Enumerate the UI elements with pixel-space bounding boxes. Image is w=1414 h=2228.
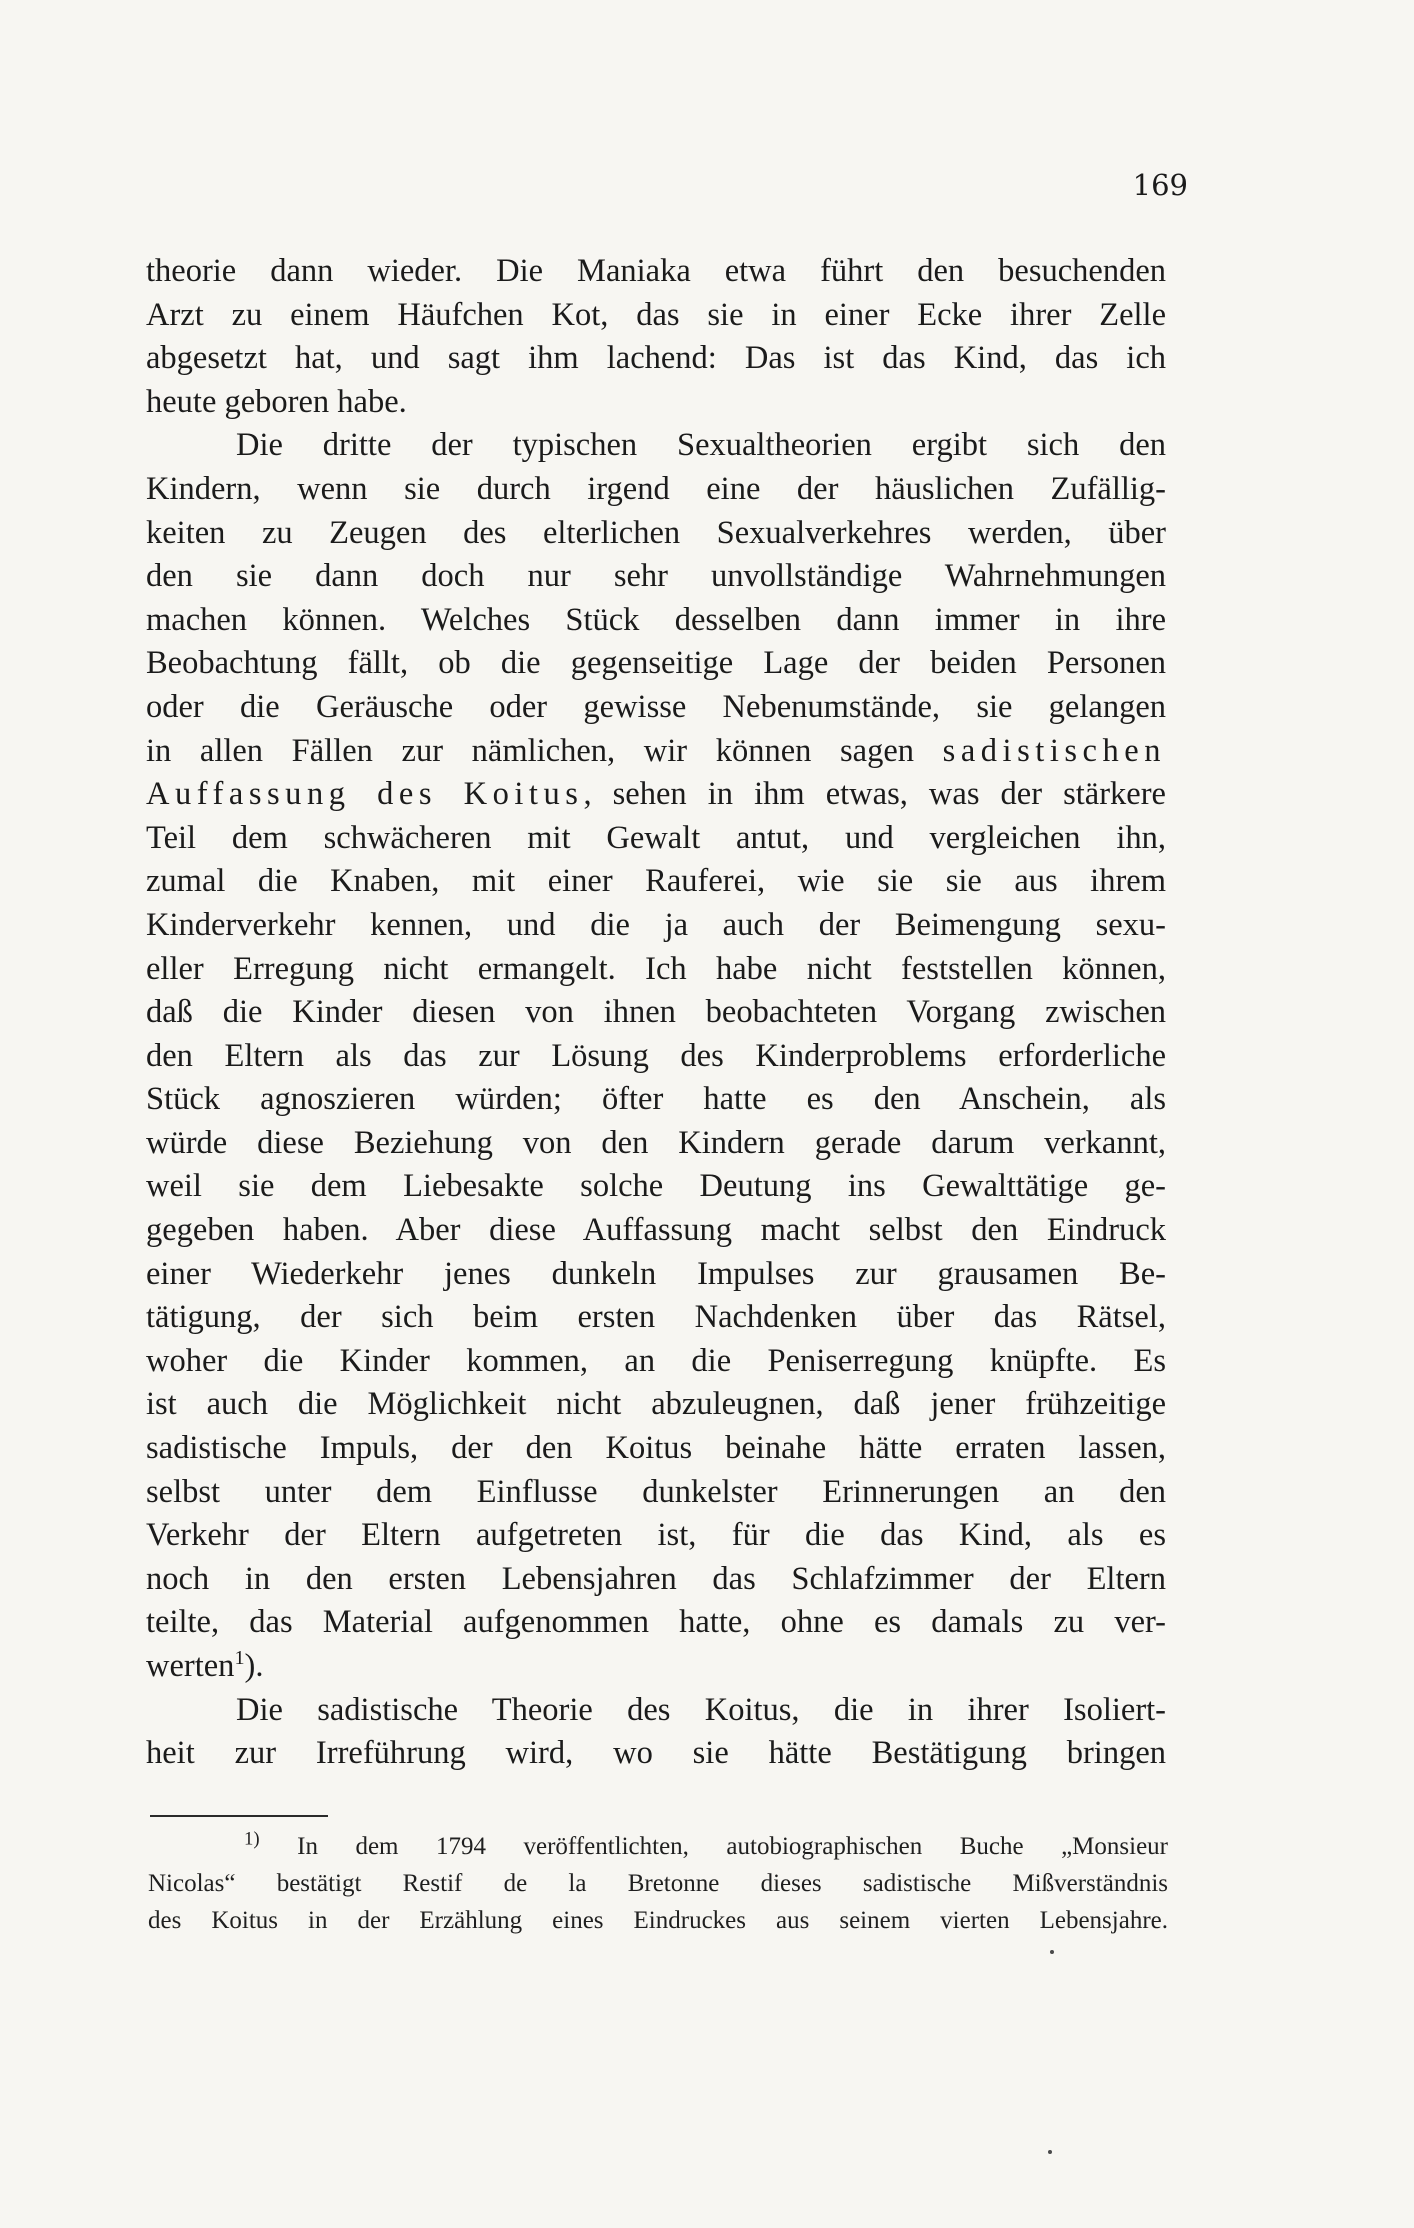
text-line: heit zur Irreführung wird, wo sie hätte Bestätigung bringen [146,1735,1166,1772]
text-line: Die dritte der typischen Sexualtheorien ergibt sich den [236,427,1166,464]
text-line: Kindern, wenn sie durch irgend eine der häuslichen Zufällig- [146,470,1166,507]
text-line [146,773,1166,817]
text-line: Stück agnoszieren würden; öfter hatte es den Anschein, als [146,1081,1166,1118]
footnote-marker: 1) [244,1828,260,1850]
text-line: Arzt zu einem Häufchen Kot, das sie in einer Ecke ihrer Zelle [146,296,1166,333]
text-line: den Eltern als das zur Lösung des Kinderproblems erforderliche [146,1037,1166,1074]
text-line: Beobachtung fällt, ob die gegenseitige Lage der beiden Personen [146,645,1166,682]
page-number: 169 [1132,168,1188,202]
paragraph-3 [146,1689,1166,1776]
text-line: teilte, das Material aufgenommen hatte, ohne es damals zu ver- [146,1604,1166,1641]
text-line: einer Wiederkehr jenes dunkeln Impulses zur grausamen Be- [146,1255,1166,1292]
emphasized-text: Auffassung des Koitus [146,776,584,813]
text-line [146,730,1166,774]
text-run: , sehen in ihm etwas, was der stärkere [583,776,1166,813]
text-line: theorie dann wieder. Die Maniaka etwa führt den besuchenden [146,253,1166,289]
footnote-divider [150,1815,328,1817]
footnote-line [148,1828,1168,1865]
paper-speck [1050,1950,1054,1954]
text-line: keiten zu Zeugen des elterlichen Sexualverkehres werden, über [146,514,1166,551]
paragraph-1 [146,250,1166,424]
paragraph-2 [146,424,1166,1688]
text-line [146,1645,1166,1689]
text-run: ). [244,1648,264,1684]
text-line: würde diese Beziehung von den Kindern gerade darum verkannt, [146,1124,1166,1161]
text-line: zumal die Knaben, mit einer Rauferei, wie sie sie aus ihrem [146,863,1166,900]
text-line: den sie dann doch nur sehr unvollständige Wahrnehmungen [146,558,1166,595]
text-line: Kinderverkehr kennen, und die ja auch der Beimengung sexu- [146,906,1166,943]
emphasized-text: sadistischen [942,732,1166,769]
text-line: abgesetzt hat, und sagt ihm lachend: Das ist das Kind, das ich [146,340,1166,377]
text-line: eller Erregung nicht ermangelt. Ich habe nicht feststellen können, [146,950,1166,987]
text-line: oder die Geräusche oder gewisse Nebenumstände, sie gelangen [146,688,1166,725]
text-line: Verkehr der Eltern aufgetreten ist, für die das Kind, als es [146,1517,1166,1554]
footnote [148,1828,1168,1939]
text-run: werten [146,1648,235,1684]
text-line: weil sie dem Liebesakte solche Deutung ins Gewalttätige ge- [146,1168,1166,1205]
text-line: selbst unter dem Einflusse dunkelster Erinnerungen an den [146,1473,1166,1510]
text-line: Teil dem schwächeren mit Gewalt antut, und vergleichen ihn, [146,819,1166,856]
text-line: woher die Kinder kommen, an die Peniserregung knüpfte. Es [146,1342,1166,1379]
footnote-line: des Koitus in der Erzählung eines Eindruckes aus seinem vierten Lebensjahre. [148,1907,1168,1934]
text-run: In dem 1794 veröffentlichten, autobiographischen Buche „Monsieur [297,1833,1168,1860]
paper-speck [1048,2150,1052,2154]
text-line: gegeben haben. Aber diese Auffassung macht selbst den Eindruck [146,1212,1166,1249]
footnote-line: Nicolas“ bestätigt Restif de la Bretonne dieses sadistische Mißverständnis [148,1870,1168,1897]
text-line: Die sadistische Theorie des Koitus, die in ihrer Isoliert- [236,1691,1166,1728]
body-text [146,250,1166,1776]
text-line: daß die Kinder diesen von ihnen beobachteten Vorgang zwischen [146,994,1166,1031]
text-line: heute geboren habe. [146,383,407,420]
text-line: machen können. Welches Stück desselben dann immer in ihre [146,601,1166,638]
text-run: in allen Fällen zur nämlichen, wir können sagen [146,732,943,769]
text-line: sadistische Impuls, der den Koitus beinahe hätte erraten lassen, [146,1430,1166,1467]
text-line: tätigung, der sich beim ersten Nachdenken über das Rätsel, [146,1299,1166,1336]
text-line: noch in den ersten Lebensjahren das Schlafzimmer der Eltern [146,1560,1166,1597]
text-line: ist auch die Möglichkeit nicht abzuleugnen, daß jener frühzeitige [146,1386,1166,1423]
footnote-reference[interactable]: 1 [234,1647,245,1670]
